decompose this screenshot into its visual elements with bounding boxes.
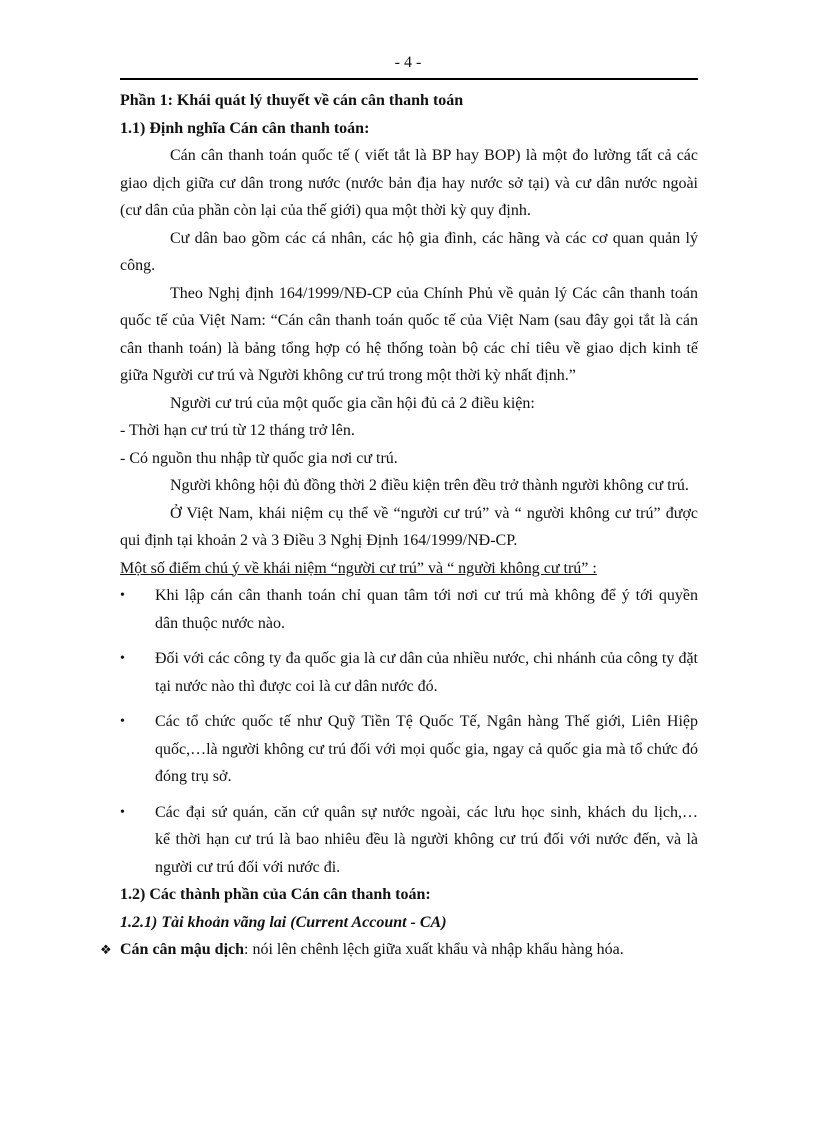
subsection-heading-1-2-1: 1.2.1) Tài khoản vãng lai (Current Account - CA) bbox=[120, 913, 447, 931]
paragraph-residents bbox=[120, 225, 698, 280]
header-rule bbox=[120, 78, 698, 80]
bullet-line: người cư trú đối với nước đi. bbox=[155, 858, 341, 876]
paragraph-non-resident: Người không hội đủ đồng thời 2 điều kiện trên đều trở thành người không cư trú. bbox=[170, 477, 689, 494]
bullet-icon: • bbox=[120, 651, 125, 666]
bullet-line: Các tổ chức quốc tế như Quỹ Tiền Tệ Quốc Tế, Ngân hàng Thế giới, Liên Hiệp bbox=[155, 713, 698, 730]
paragraph-definition bbox=[120, 142, 698, 225]
condition-item: - Thời hạn cư trú từ 12 tháng trở lên. bbox=[120, 422, 355, 439]
paragraph-line: (cư dân của phần còn lại của thế giới) qua một thời kỳ quy định. bbox=[120, 202, 531, 219]
paragraph-line: Cán cân thanh toán quốc tế ( viết tắt là BP hay BOP) là một đo lường tất cả các bbox=[170, 147, 698, 164]
bullet-line: đóng trụ sở. bbox=[155, 768, 232, 785]
bullet-line: dân thuộc nước nào. bbox=[155, 614, 285, 632]
bullet-item bbox=[120, 582, 698, 637]
section-heading-1-1: 1.1) Định nghĩa Cán cân thanh toán: bbox=[120, 119, 370, 137]
bullet-item bbox=[120, 645, 698, 700]
paragraph-line: công. bbox=[120, 257, 156, 274]
definition-item bbox=[102, 936, 698, 964]
page-number: - 4 - bbox=[394, 54, 422, 71]
paragraph-line: giao dịch giữa cư dân trong nước (nước bản địa hay nước sở tại) và cư dân nước ngoài bbox=[120, 174, 698, 192]
bullet-item bbox=[120, 799, 698, 882]
paragraph-decree bbox=[120, 280, 698, 390]
part-title: Phần 1: Khái quát lý thuyết về cán cân thanh toán bbox=[120, 92, 464, 109]
bullet-item bbox=[120, 708, 698, 791]
diamond-bullet-icon: ❖ bbox=[100, 942, 112, 957]
condition-item: - Có nguồn thu nhập từ quốc gia nơi cư trú. bbox=[120, 449, 398, 467]
paragraph-line: Cư dân bao gồm các cá nhân, các hộ gia đình, các hãng và các cơ quan quản lý bbox=[170, 229, 698, 247]
note-heading: Một số điểm chú ý về khái niệm “người cư trú” và “ người không cư trú” : bbox=[120, 559, 597, 577]
bullet-icon: • bbox=[120, 804, 125, 820]
bullet-line: kể thời hạn cư trú là bao nhiêu đều là người không cư trú đối với nước đến, và là bbox=[155, 831, 698, 848]
bullet-icon: • bbox=[120, 714, 125, 729]
paragraph-line: quốc tế của Việt Nam: “Cán cân thanh toán quốc tế của Việt Nam (sau đây gọi tắt là cán bbox=[120, 312, 698, 329]
bullet-line: Đối với các công ty đa quốc gia là cư dân của nhiều nước, chi nhánh của công ty đặt bbox=[155, 650, 698, 667]
document-body bbox=[100, 87, 698, 964]
paragraph-line: giữa Người cư trú và Người không cư trú trong một thời kỳ nhất định.” bbox=[120, 367, 576, 384]
bullet-line: tại nước nào thì được coi là cư dân nước đó. bbox=[155, 677, 438, 695]
bullet-line: quốc,…là người không cư trú đối với mọi quốc gia, ngay cả quốc gia mà tổ chức đó bbox=[155, 740, 698, 758]
definition-term: Cán cân mậu dịch bbox=[120, 941, 245, 958]
paragraph-line: Ở Việt Nam, khái niệm cụ thể về “người cư trú” và “ người không cư trú” được bbox=[170, 504, 698, 522]
paragraph-line: qui định tại khoản 2 và 3 Điều 3 Nghị Định 164/1999/NĐ-CP. bbox=[120, 532, 518, 549]
bullet-line: Khi lập cán cân thanh toán chỉ quan tâm tới nơi cư trú mà không để ý tới quyền bbox=[155, 587, 698, 604]
definition-text: : nói lên chênh lệch giữa xuất khẩu và nhập khẩu hàng hóa. bbox=[244, 941, 624, 958]
paragraph-line: Theo Nghị định 164/1999/NĐ-CP của Chính Phủ về quản lý Các cân thanh toán bbox=[170, 284, 698, 302]
bullet-line: Các đại sứ quán, căn cứ quân sự nước ngoài, các lưu học sinh, khách du lịch,… bbox=[155, 803, 698, 821]
paragraph-vietnam bbox=[120, 500, 698, 555]
paragraph-line: cân thanh toán) là bảng tổng hợp có hệ thống toàn bộ các chỉ tiêu về giao dịch kinh tế bbox=[120, 339, 698, 357]
bullet-icon: • bbox=[120, 588, 125, 603]
section-heading-1-2: 1.2) Các thành phần của Cán cân thanh toán: bbox=[120, 886, 431, 903]
paragraph-conditions: Người cư trú của một quốc gia cần hội đủ cả 2 điều kiện: bbox=[170, 394, 535, 412]
